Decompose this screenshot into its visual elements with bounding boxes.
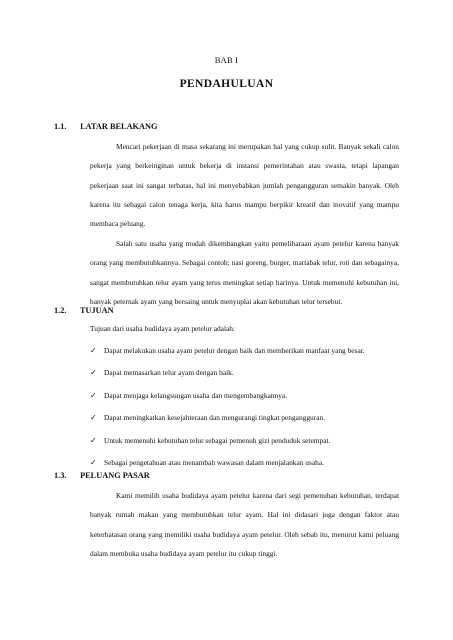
chapter-title: PENDAHULUAN [179, 78, 274, 90]
checkmark-icon: ✓ [90, 368, 97, 378]
section-heading-tujuan [54, 306, 114, 315]
paragraph: Salah satu usaha yang mudah dikembangkan yaitu pemeliharaan ayam petelur karena banyak orang yang membutuhkannya. Sebagai contoh; nasi goreng, burger, martabak telur, roti dan sebagainya, sangat membutuhkan telur ayam yang terus meningkat setiap harinya. Untuk memenuhi kebutuhan ini, banyak peternak ayam yang bersaing untuk menyuplai akan kebutuhan telur tersebut. [90, 239, 399, 306]
list-item [90, 367, 420, 389]
list-item-text: Dapat melakukan usaha ayam petelur dengan baik dan memberikan manfaat yang besar. [104, 346, 365, 355]
section-heading-peluang-pasar [54, 471, 150, 480]
objectives-list [90, 345, 420, 479]
checkmark-icon: ✓ [90, 413, 97, 423]
list-item [90, 412, 420, 434]
paragraph: Kami memilih usaha budidaya ayam petelur karena dari segi pemenuhan kebutuhan, terdapat banyak rumah makan yang membutuhkan telur ayam. Hal ini didasari juga dengan faktor atau keterbatasan orang yang memiliki usaha budidaya ayam petelur. Oleh sebab itu, menurut kami peluang dalam membuka usaha budidaya ayam petelur itu cukup tinggi. [90, 491, 399, 558]
checkmark-icon: ✓ [90, 346, 97, 355]
list-item-text: Untuk memenuhi kebutuhan telur sebagai pemenuh gizi penduduk setempat. [104, 435, 331, 445]
section-title: LATAR BELAKANG [80, 122, 158, 131]
section-heading-latar-belakang [54, 122, 157, 131]
list-item-text: Sebagai pengetahuan atau menambah wawasan dalam menjalankan usaha. [104, 457, 324, 467]
section-title: PELUANG PASAR [80, 471, 150, 480]
list-item [90, 390, 420, 412]
paragraph: Mencari pekerjaan di masa sekarang ini merupakan hal yang cukup sulit. Banyak sekali calon pekerja yang berkeinginan untuk bekerja di instansi pemerintahan atau swasta, tetapi lapangan pekerjaan saat ini sangat terbatas, hal ini menyebabkan jumlah pengangguran semakin banyak. Oleh karena itu sebagai calon tenaga kerja, kita harus mampu berpikir kreatif dan inovatif yang mampu membaca peluang. [90, 142, 399, 229]
section-title: TUJUAN [79, 306, 114, 315]
section-number: 1.2. [54, 306, 67, 315]
list-item [90, 345, 420, 367]
checkmark-icon: ✓ [90, 435, 97, 445]
list-intro: Tujuan dari usaha budidaya ayam petelur adalah: [90, 324, 236, 333]
chapter-label: BAB I [214, 55, 239, 65]
list-item-text: Dapat meningkatkan kesejahteraan dan mengurangi tingkat pengangguran. [104, 413, 326, 423]
checkmark-icon: ✓ [90, 457, 97, 467]
section-number: 1.3. [54, 471, 67, 480]
checkmark-icon: ✓ [90, 390, 97, 400]
list-item-text: Dapat menjaga kelangsungan usaha dan mengembangkannya. [104, 390, 288, 400]
list-item-text: Dapat memasarkan telur ayam dengan baik. [104, 368, 234, 378]
section-number: 1.1. [54, 122, 67, 131]
list-item [90, 435, 420, 457]
